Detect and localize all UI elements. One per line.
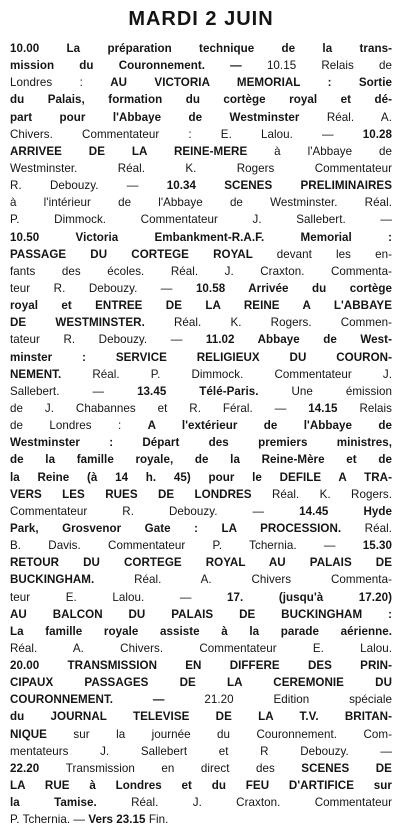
listing-line xyxy=(10,794,392,811)
listing-text: devant les en- xyxy=(276,247,392,261)
listing-bold-text: 15.30 xyxy=(362,539,392,553)
listing-bold-text: 14.15 xyxy=(308,401,360,415)
listing-text: Réal. P. Dimmock. Commentateur J. xyxy=(92,367,392,381)
listing-text: Réal. K. Rogers. Commen- xyxy=(174,316,392,330)
listing-text: mentateurs J. Sallebert et R Debouzy. — xyxy=(10,744,392,758)
listing-bold-text: 11.02 Abbaye de West- xyxy=(205,333,392,347)
listing-text: Transmission en direct des xyxy=(65,761,302,775)
listing-text: Fin. xyxy=(148,813,169,827)
listing-line xyxy=(10,246,392,263)
listing-line xyxy=(10,160,392,177)
listing-bold-text: LA RUE à Londres et du FEU D'ARTIFICE sur xyxy=(10,779,392,793)
listing-bold-text: 13.45 Télé-Paris. xyxy=(137,384,292,398)
listing-bold-text: la Reine (à 14 h. 45) pour le DEFILE A TRA- xyxy=(10,470,392,484)
listing-bold-text: ARRIVEE DE LA REINE-MERE xyxy=(10,144,275,158)
listing-line xyxy=(10,263,392,280)
listing-line xyxy=(10,657,392,674)
listing-line xyxy=(10,760,392,777)
listing-bold-text: BUCKINGHAM. xyxy=(10,573,135,587)
listing-text: Réal. K. Rogers. xyxy=(271,487,392,501)
listing-bold-text: NEMENT. xyxy=(10,367,93,381)
listing-text: Réal. A. Chivers Commenta- xyxy=(134,573,392,587)
listing-line xyxy=(10,211,392,228)
listing-bold-text: 10.58 Arrivée du cortège xyxy=(195,281,392,295)
program-listing xyxy=(10,40,392,828)
listing-line xyxy=(10,74,392,91)
listing-line xyxy=(10,297,392,314)
listing-line xyxy=(10,40,392,57)
listing-line xyxy=(10,400,392,417)
listing-text: teur R. Debouzy. — xyxy=(10,281,196,295)
listing-text: Réal. A. xyxy=(326,110,392,124)
listing-bold-text: du JOURNAL TELEVISE DE LA T.V. BRITAN- xyxy=(10,710,392,724)
listing-bold-text: part pour l'Abbaye de Westminster xyxy=(10,110,327,124)
listing-text: Londres : xyxy=(10,76,111,90)
listing-bold-text: du Palais, formation du cortège royal et dé- xyxy=(10,93,392,107)
listing-line xyxy=(10,623,392,640)
listing-line xyxy=(10,726,392,743)
listing-bold-text: la Tamise. xyxy=(10,796,132,810)
listing-text: teur E. Lalou. — xyxy=(10,590,228,604)
listing-line xyxy=(10,109,392,126)
listing-line xyxy=(10,537,392,554)
listing-line xyxy=(10,554,392,571)
listing-line xyxy=(10,417,392,434)
listing-bold-text: AU BALCON DU PALAIS DE BUCKINGHAM : xyxy=(10,607,392,621)
listing-line xyxy=(10,143,392,160)
listing-text: Une émission xyxy=(291,384,392,398)
listing-text: B. Davis. Commentateur P. Tchernia. — xyxy=(10,539,363,553)
listing-text: Chivers. Commentateur : E. Lalou. — xyxy=(10,127,363,141)
listing-line xyxy=(10,503,392,520)
listing-bold-text: DE WESTMINSTER. xyxy=(10,316,174,330)
listing-line xyxy=(10,383,392,400)
listing-text: P. Tchernia. — xyxy=(10,813,89,827)
listing-bold-text: La famille royale assiste à la parade aérienne. xyxy=(10,624,392,638)
listing-line xyxy=(10,674,392,691)
listing-bold-text: COURONNEMENT. — xyxy=(10,693,205,707)
listing-line xyxy=(10,57,392,74)
listing-line xyxy=(10,366,392,383)
listing-text: de Londres : xyxy=(10,419,148,433)
listing-line xyxy=(10,349,392,366)
listing-line xyxy=(10,640,392,657)
listing-text: Sallebert. — xyxy=(10,384,138,398)
listing-line xyxy=(10,811,392,828)
listing-text: P. Dimmock. Commentateur J. Sallebert. — xyxy=(10,213,392,227)
listing-line xyxy=(10,331,392,348)
listing-line xyxy=(10,520,392,537)
listing-line xyxy=(10,691,392,708)
listing-text: Réal. xyxy=(364,521,392,535)
listing-bold-text: RETOUR DU CORTEGE ROYAL AU PALAIS DE xyxy=(10,556,392,570)
listing-text: sur la journée du Couronnement. Com- xyxy=(73,727,392,741)
listing-line xyxy=(10,708,392,725)
listing-bold-text: CIPAUX PASSAGES DE LA CEREMONIE DU xyxy=(10,676,392,690)
listing-line xyxy=(10,606,392,623)
listing-text: Relais xyxy=(359,401,392,415)
listing-bold-text: A l'extérieur de l'Abbaye de xyxy=(147,419,392,433)
listing-line xyxy=(10,469,392,486)
listing-bold-text: 10.34 SCENES PRELIMINAIRES xyxy=(166,179,392,193)
listing-text: R. Debouzy. — xyxy=(10,179,167,193)
listing-bold-text: minster : SERVICE RELIGIEUX DU COURON- xyxy=(10,350,392,364)
listing-text: Réal. A. Chivers. Commentateur E. Lalou. xyxy=(10,641,392,655)
listing-bold-text: 22.20 xyxy=(10,761,66,775)
listing-line xyxy=(10,743,392,760)
listing-line xyxy=(10,451,392,468)
listing-bold-text: PASSAGE DU CORTEGE ROYAL xyxy=(10,247,277,261)
listing-line xyxy=(10,434,392,451)
listing-bold-text: royal et ENTREE DE LA REINE A L'ABBAYE xyxy=(10,299,392,313)
listing-bold-text: NIQUE xyxy=(10,727,74,741)
listing-line xyxy=(10,777,392,794)
listing-text: fants des écoles. Réal. J. Craxton. Commenta- xyxy=(10,264,392,278)
listing-text: 10.15 Relais de xyxy=(266,59,392,73)
listing-text: Commentateur R. Debouzy. — xyxy=(10,504,300,518)
listing-bold-text: VERS LES RUES DE LONDRES xyxy=(10,487,272,501)
listing-line xyxy=(10,589,392,606)
listing-text: Réal. J. Craxton. Commentateur xyxy=(131,796,392,810)
listing-bold-text: de la famille royale, de la Reine-Mère et de xyxy=(10,453,392,467)
listing-line xyxy=(10,91,392,108)
listing-line xyxy=(10,314,392,331)
listing-text: de J. Chabannes et R. Féral. — xyxy=(10,401,309,415)
listing-bold-text: SCENES DE xyxy=(301,761,392,775)
listing-bold-text: Westminster : Départ des premiers ministres, xyxy=(10,436,392,450)
listing-bold-text: 20.00 TRANSMISSION EN DIFFERE DES PRIN- xyxy=(10,659,392,673)
listing-line xyxy=(10,571,392,588)
listing-bold-text: 10.00 La préparation technique de la trans- xyxy=(10,42,392,55)
listing-bold-text: 14.45 Hyde xyxy=(299,504,392,518)
listing-text: à l'Abbaye de xyxy=(274,144,392,158)
listing-text: à l'intérieur de l'Abbaye de Westminster. Réal. xyxy=(10,196,392,210)
date-heading: MARDI 2 JUIN xyxy=(128,8,274,30)
listing-line xyxy=(10,177,392,194)
listing-text: tateur R. Debouzy. — xyxy=(10,333,206,347)
listing-bold-text: AU VICTORIA MEMORIAL : Sortie xyxy=(110,76,392,90)
listing-bold-text: 10.50 Victoria Embankment-R.A.F. Memorial : xyxy=(10,230,392,244)
listing-line xyxy=(10,486,392,503)
listing-bold-text: Vers 23.15 xyxy=(88,813,149,827)
listing-bold-text: Park, Grosvenor Gate : LA PROCESSION. xyxy=(10,521,365,535)
listing-bold-text: 17. (jusqu'à 17.20) xyxy=(227,590,392,604)
listing-line xyxy=(10,229,392,246)
listing-bold-text: 10.28 xyxy=(362,127,392,141)
listing-bold-text: mission du Couronnement. — xyxy=(10,59,267,73)
listing-text: Westminster. Réal. K. Rogers Commentateur xyxy=(10,161,392,175)
listing-line xyxy=(10,194,392,211)
listing-text: 21.20 Edition spéciale xyxy=(204,693,392,707)
listing-line xyxy=(10,126,392,143)
listing-line xyxy=(10,280,392,297)
